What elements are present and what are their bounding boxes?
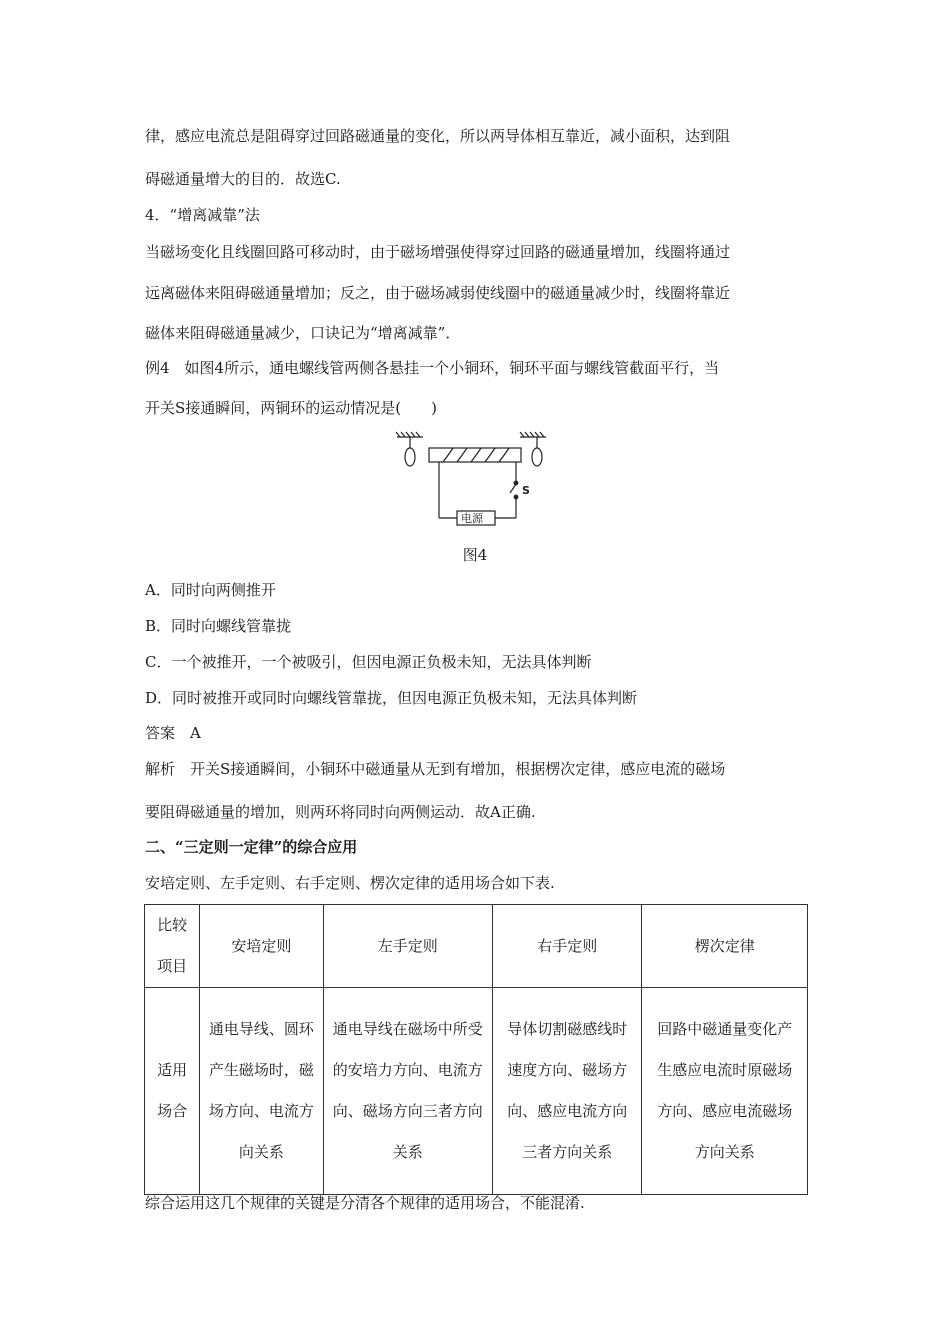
table-cell: 通电导线、圆环产生磁场时，磁场方向、电流方向关系 — [200, 988, 323, 1195]
conclusion: 综合运用这几个规律的关键是分清各个规律的适用场合，不能混淆. — [145, 1194, 585, 1212]
table-cell: 导体切割磁感线时速度方向、磁场方向、感应电流方向三者方向关系 — [493, 988, 642, 1195]
power-source-label: 电源 — [461, 512, 483, 525]
table-row-label: 适用场合 — [145, 988, 200, 1195]
option-a: A．同时向两侧推开 — [145, 581, 276, 599]
table-cell: 通电导线在磁场中所受的安培力方向、电流方向、磁场方向三者方向关系 — [323, 988, 493, 1195]
example-line: 例4 如图4所示，通电螺线管两侧各悬挂一个小铜环，铜环平面与螺线管截面平行，当 — [145, 359, 720, 377]
table-header-cell: 楞次定律 — [642, 905, 808, 988]
table-cell: 回路中磁通量变化产生感应电流时原磁场方向、感应电流磁场方向关系 — [642, 988, 808, 1195]
paragraph-line: 远离磁体来阻碍磁通量增加；反之，由于磁场减弱使线圈中的磁通量减少时，线圈将靠近 — [145, 284, 731, 302]
option-d: D．同时被推开或同时向螺线管靠拢，但因电源正负极未知，无法具体判断 — [145, 689, 638, 707]
option-c: C．一个被推开，一个被吸引，但因电源正负极未知，无法具体判断 — [145, 653, 592, 671]
analysis-line: 解析 开关S接通瞬间，小铜环中磁通量从无到有增加，根据楞次定律，感应电流的磁场 — [145, 760, 726, 778]
section-intro: 安培定则、左手定则、右手定则、楞次定律的适用场合如下表. — [145, 874, 555, 892]
table-header-cell: 安培定则 — [200, 905, 323, 988]
paragraph-line: 律，感应电流总是阻碍穿过回路磁通量的变化，所以两导体相互靠近，减小面积，达到阻 — [145, 127, 731, 145]
option-b: B．同时向螺线管靠拢 — [145, 617, 292, 635]
table-row — [145, 988, 808, 1195]
answer: 答案 A — [145, 724, 201, 742]
analysis-line: 要阻碍磁通量的增加，则两环将同时向两侧运动．故A正确. — [145, 803, 536, 821]
subheading: 4．“增离减靠”法 — [145, 206, 260, 224]
example-line: 开关S接通瞬间，两铜环的运动情况是( ) — [145, 399, 437, 417]
table-header-cell: 比较项目 — [145, 905, 200, 988]
table-header-cell: 左手定则 — [323, 905, 493, 988]
section-heading: 二、“三定则一定律”的综合应用 — [145, 838, 358, 856]
paragraph-line: 当磁场变化且线圈回路可移动时，由于磁场增强使得穿过回路的磁通量增加，线圈将通过 — [145, 243, 731, 261]
paragraph-line: 磁体来阻碍磁通量减少，口诀记为“增离减靠”． — [145, 324, 461, 342]
figure-caption: 图4 — [462, 546, 488, 564]
table-header-cell: 右手定则 — [493, 905, 642, 988]
solenoid-figure — [395, 428, 560, 528]
table-header-row — [145, 905, 808, 988]
comparison-table — [144, 904, 808, 1195]
switch-label: S — [522, 484, 530, 497]
paragraph-line: 碍磁通量增大的目的．故选C. — [145, 170, 341, 188]
